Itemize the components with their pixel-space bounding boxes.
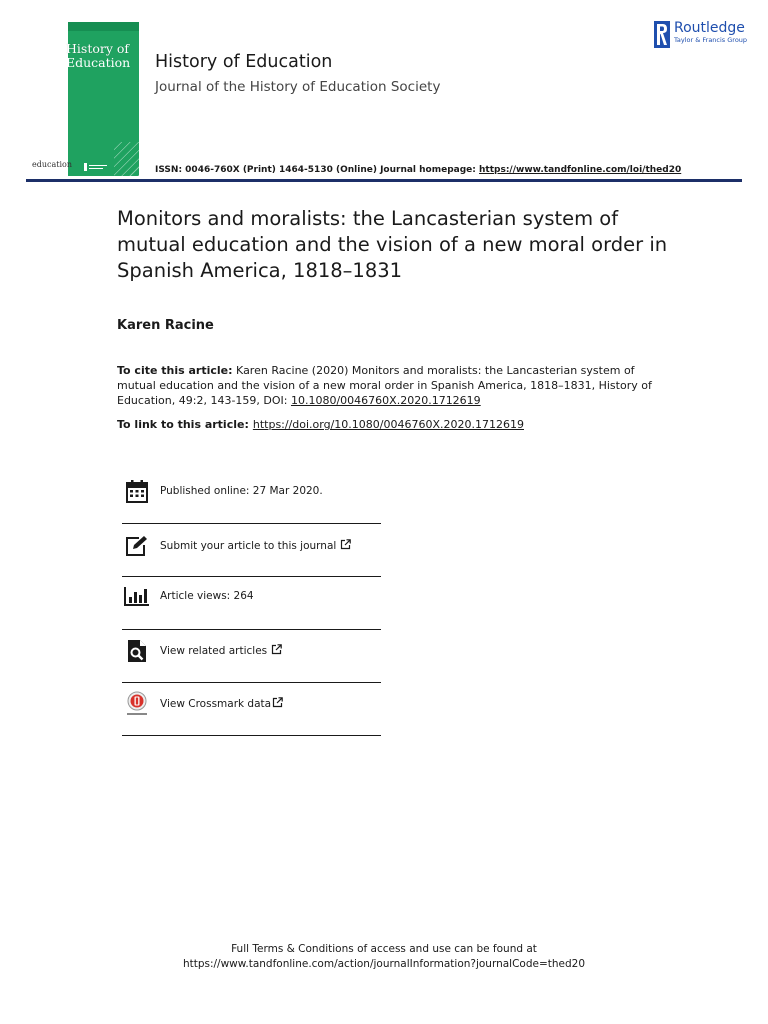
issn-text: ISSN: 0046-760X (Print) 1464-5130 (Online) Journal homepage: (155, 165, 480, 175)
bar-chart-icon (122, 583, 152, 609)
cover-title-line2: Education (66, 55, 131, 70)
doi-link[interactable]: 10.1080/0046760X.2020.1712619 (290, 394, 481, 407)
published-online-text: Published online: 27 Mar 2020. (160, 485, 323, 497)
cover-society-logo (32, 160, 72, 169)
document-search-icon (122, 638, 152, 664)
cite-text: Karen Racine (2020) Monitors and moralists: the Lancasterian system of mutual education and the vision of a new moral order in Spanish America, 1818–1831, History of Education, 49:2, 143-159, DOI: (117, 364, 652, 407)
link-label: To link to this article: (117, 418, 249, 431)
issn-line (155, 165, 681, 175)
related-articles-text: View related articles (160, 645, 268, 657)
edit-icon (122, 533, 152, 559)
terms-footer (0, 942, 768, 972)
journal-title: History of Education (155, 52, 333, 72)
cite-label: To cite this article: (117, 364, 233, 377)
article-title: Monitors and moralists: the Lancasterian system of mutual education and the vision of a new moral order in Spanish America, 1818–1831 (117, 207, 668, 282)
external-link-icon (271, 644, 282, 658)
info-divider (122, 629, 381, 630)
external-link-icon (272, 697, 283, 711)
terms-url[interactable]: https://www.tandfonline.com/action/journalInformation?journalCode=thed20 (182, 958, 586, 970)
journal-homepage-link[interactable]: https://www.tandfonline.com/loi/thed20 (479, 165, 682, 175)
cover-title-line1: History of (66, 41, 130, 56)
article-link-line (117, 418, 524, 431)
cover-logo-text: education (32, 160, 72, 169)
routledge-r-icon (654, 21, 670, 48)
routledge-logo[interactable] (654, 21, 747, 48)
citation-block (117, 363, 662, 408)
article-author: Karen Racine (117, 318, 214, 333)
publisher-group: Taylor & Francis Group (674, 36, 748, 44)
journal-cover-image (26, 22, 139, 176)
article-views-text: Article views: 264 (160, 590, 254, 602)
submit-article-item[interactable] (122, 533, 381, 559)
info-divider (122, 735, 381, 736)
info-divider (122, 576, 381, 577)
cover-publisher-mark (84, 162, 108, 174)
crossmark-item[interactable] (122, 691, 381, 717)
crossmark-icon (122, 691, 152, 717)
external-link-icon (340, 539, 351, 553)
info-divider (122, 523, 381, 524)
crossmark-text: View Crossmark data (160, 698, 272, 710)
terms-line: Full Terms & Conditions of access and use can be found at (231, 943, 537, 955)
header-divider (26, 179, 742, 182)
submit-article-text: Submit your article to this journal (160, 540, 337, 552)
cover-top-band (26, 22, 139, 31)
article-views-item (122, 583, 381, 609)
related-articles-item[interactable] (122, 638, 381, 664)
published-online-item (122, 478, 381, 504)
cover-title (66, 42, 138, 70)
publisher-name: Routledge (674, 20, 745, 36)
cover-stripes (114, 142, 139, 176)
info-divider (122, 682, 381, 683)
article-doi-url[interactable]: https://doi.org/10.1080/0046760X.2020.1712619 (252, 418, 524, 431)
calendar-icon (122, 478, 152, 504)
journal-subtitle: Journal of the History of Education Society (155, 79, 441, 95)
